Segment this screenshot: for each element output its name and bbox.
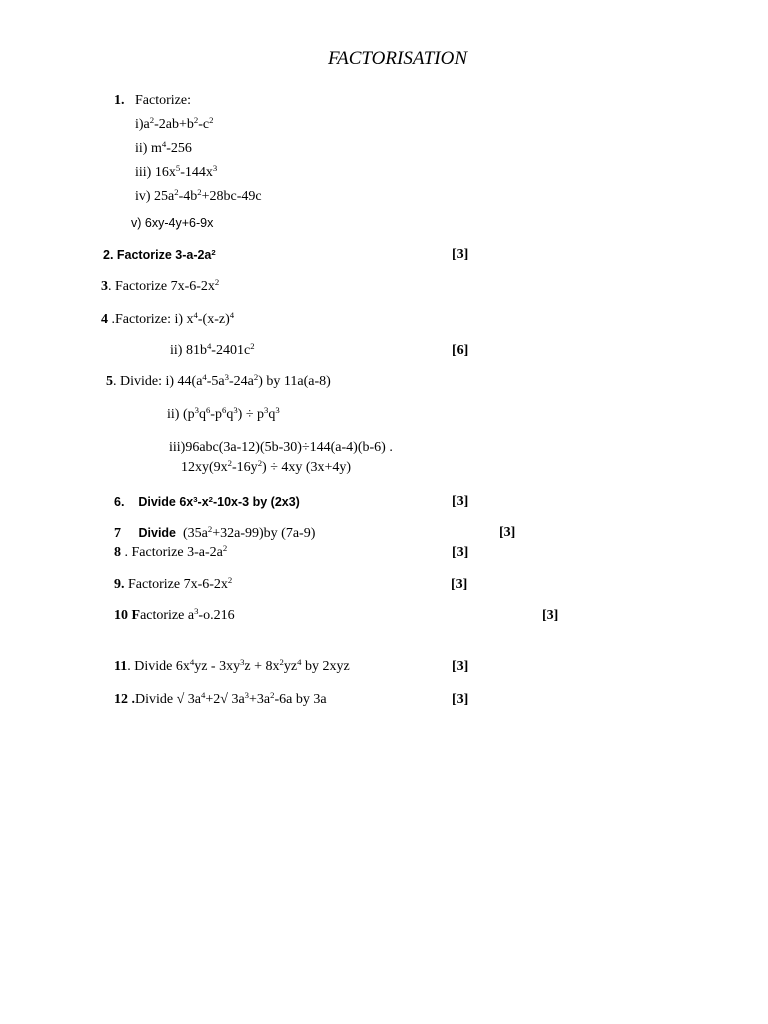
text-segment: q <box>268 407 276 422</box>
text-segment: . Factorize 3-a-2a <box>121 545 223 560</box>
superscript-exponent: 6 <box>205 405 211 416</box>
q1-part-iv <box>135 189 262 205</box>
q5-part-iii: iii)96abc(3a-12)(5b-30)÷144(a-4)(b-6) . <box>169 440 393 455</box>
text-segment: i)a <box>135 117 150 132</box>
q2-text <box>103 247 216 263</box>
text-segment: 3 <box>101 279 108 294</box>
q6-marks: [3] <box>452 494 469 509</box>
superscript-exponent: 3 <box>193 494 198 504</box>
q9-text <box>114 577 232 593</box>
superscript-exponent: 5 <box>175 163 181 174</box>
q6-text <box>114 494 300 510</box>
text-segment: -(x-z) <box>197 312 230 327</box>
superscript-exponent: 2 <box>257 458 263 469</box>
text-segment: +2√ 3a <box>205 692 245 707</box>
q1-part-v: v) 6xy-4y+6-9x <box>131 216 214 230</box>
superscript-exponent: 4 <box>161 139 167 150</box>
superscript-exponent: 2 <box>149 115 155 126</box>
text-segment: -24a <box>229 374 254 389</box>
text-segment: Divide 6x <box>138 495 194 509</box>
q7-text <box>114 525 315 542</box>
text-segment: . Divide 6x <box>127 659 190 674</box>
q1-part-ii <box>135 141 192 157</box>
superscript-exponent: 2 <box>208 494 213 504</box>
superscript-exponent: 3 <box>275 405 280 416</box>
q10-marks: [3] <box>542 608 559 623</box>
q2-marks: [3] <box>452 247 469 262</box>
superscript-exponent: 3 <box>194 405 199 416</box>
text-segment: actorize a <box>140 608 195 623</box>
text-segment: . Divide: i) 44(a <box>113 374 203 389</box>
text-segment: +32a-99)by (7a-9) <box>212 526 316 541</box>
text-segment: ii) (p <box>167 407 195 422</box>
q8-text <box>114 545 227 561</box>
text-segment: Divide √ 3a <box>135 692 202 707</box>
superscript-exponent: 3 <box>233 405 238 416</box>
superscript-exponent: 2 <box>174 187 179 198</box>
superscript-exponent: 2 <box>227 458 233 469</box>
superscript-exponent: 4 <box>193 310 198 321</box>
q1-part-iii <box>135 165 217 181</box>
superscript-exponent: 3 <box>240 657 245 668</box>
text-segment: ii) m <box>135 141 162 156</box>
q4-part-ii <box>170 343 255 359</box>
q4-text <box>101 312 234 328</box>
superscript-exponent: 4 <box>297 657 302 668</box>
text-segment: by 2xyz <box>301 659 350 674</box>
q12-marks: [3] <box>452 692 469 707</box>
q9-marks: [3] <box>451 577 468 592</box>
text-segment: (35a <box>183 526 208 541</box>
superscript-exponent: 2 <box>214 277 220 288</box>
text-segment: 11 <box>114 659 128 674</box>
text-segment: z + 8x <box>244 659 280 674</box>
superscript-exponent: 3 <box>224 372 229 383</box>
superscript-exponent: 2 <box>279 657 284 668</box>
text-segment: +3a <box>249 692 271 707</box>
superscript-exponent: 3 <box>264 405 269 416</box>
text-segment: ii) 81b <box>170 343 207 358</box>
superscript-exponent: 3 <box>244 690 249 701</box>
text-segment: ) by 11a(a-8) <box>258 374 331 389</box>
text-segment: yz <box>283 659 298 674</box>
superscript-exponent: 2 <box>253 372 259 383</box>
text-segment: 5 <box>106 374 113 389</box>
text-segment: q <box>198 407 206 422</box>
superscript-exponent: 2 <box>211 247 216 257</box>
text-segment: 12xy(9x <box>181 460 228 475</box>
q4-marks: [6] <box>452 343 469 358</box>
superscript-exponent: 6 <box>221 405 227 416</box>
q8-marks: [3] <box>452 545 469 560</box>
superscript-exponent: 2 <box>270 690 275 701</box>
q1-part-i <box>135 117 213 133</box>
q7-marks: [3] <box>499 525 516 540</box>
text-segment: -144x <box>180 165 213 180</box>
page-title: FACTORISATION <box>328 48 468 69</box>
q5-part-iii-continued <box>181 460 351 476</box>
text-segment: ) ÷ 4xy (3x+4y) <box>262 460 352 475</box>
text-segment: 10 F <box>114 608 141 623</box>
superscript-exponent: 2 <box>193 115 199 126</box>
superscript-exponent: 2 <box>197 187 202 198</box>
text-segment: 4 <box>101 312 108 327</box>
q10-text <box>114 608 235 624</box>
text-segment: -o.216 <box>198 608 235 623</box>
superscript-exponent: 2 <box>209 115 214 126</box>
text-segment: -x <box>197 495 209 509</box>
superscript-exponent: 2 <box>227 575 233 586</box>
superscript-exponent: 4 <box>206 341 212 352</box>
q5-text <box>106 374 331 390</box>
text-segment: +28bc-49c <box>201 189 262 204</box>
text-segment: 12 . <box>114 692 135 707</box>
superscript-exponent: 3 <box>194 606 199 617</box>
q1-number: 1. <box>114 93 125 108</box>
text-segment: yz - 3xy <box>194 659 241 674</box>
text-segment: Divide <box>138 526 177 540</box>
q3-text <box>101 279 219 295</box>
q12-text <box>114 692 327 708</box>
text-segment: -4b <box>178 189 198 204</box>
q5-part-ii <box>167 407 280 423</box>
superscript-exponent: 4 <box>189 657 195 668</box>
text-segment: 7 <box>114 526 121 541</box>
text-segment: -2ab+b <box>154 117 194 132</box>
text-segment: Factorize 7x-6-2x <box>124 577 228 592</box>
text-segment: 2. Factorize 3-a-2a <box>103 248 212 262</box>
text-segment: .Factorize: i) x <box>108 312 194 327</box>
text-segment: 8 <box>114 545 121 560</box>
text-segment: iii) 16x <box>135 165 176 180</box>
text-segment: -256 <box>166 141 192 156</box>
superscript-exponent: 2 <box>222 543 228 554</box>
text-segment: q <box>226 407 234 422</box>
superscript-exponent: 3 <box>212 163 218 174</box>
text-segment: iv) 25a <box>135 189 175 204</box>
text-segment: . Factorize 7x-6-2x <box>108 279 215 294</box>
text-segment: ) ÷ p <box>237 407 265 422</box>
q1-label: Factorize: <box>135 93 191 108</box>
superscript-exponent: 4 <box>201 690 206 701</box>
superscript-exponent: 2 <box>207 524 213 535</box>
text-segment: -16y <box>232 460 258 475</box>
text-segment: -10x-3 by (2x3) <box>212 495 300 509</box>
text-segment: 6. <box>114 495 125 509</box>
superscript-exponent: 4 <box>202 372 207 383</box>
text-segment: -2401c <box>211 343 251 358</box>
q11-text <box>114 659 350 675</box>
text-segment: -c <box>198 117 210 132</box>
text-segment: -5a <box>206 374 225 389</box>
text-segment: -p <box>210 407 222 422</box>
q1-header <box>114 93 191 109</box>
text-segment: -6a by 3a <box>274 692 327 707</box>
q11-marks: [3] <box>452 659 469 674</box>
superscript-exponent: 4 <box>229 310 235 321</box>
text-segment: 9. <box>114 577 125 592</box>
superscript-exponent: 2 <box>250 341 255 352</box>
